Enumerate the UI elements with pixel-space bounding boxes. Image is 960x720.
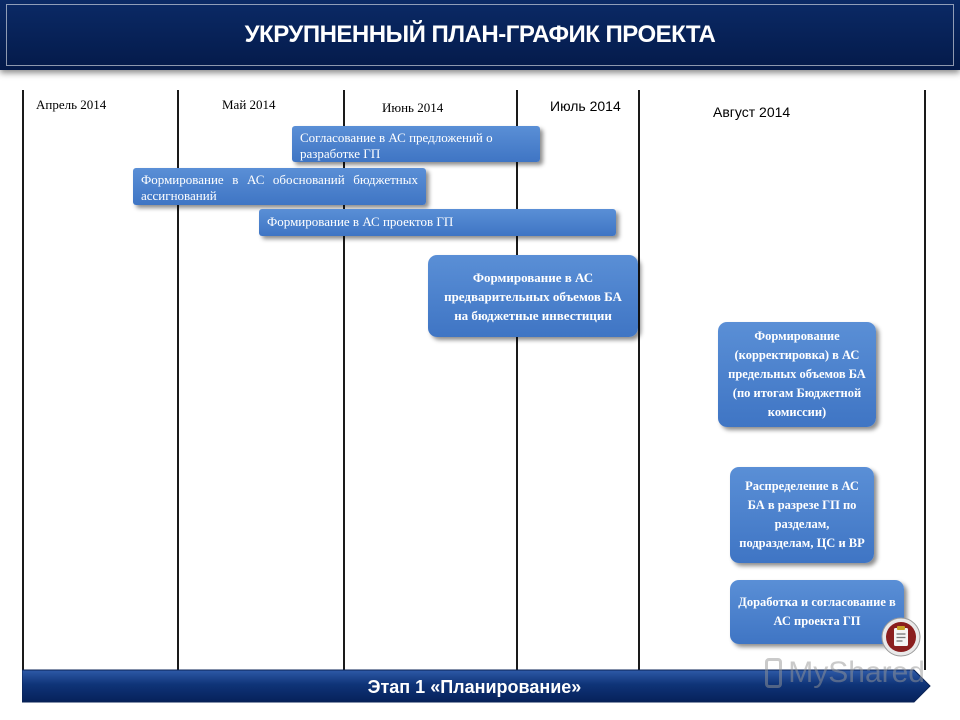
task-label: Распределение в АС БА в разрезе ГП по разделам, подразделам, ЦС и ВР [739, 479, 865, 550]
task-box-finalization [730, 580, 904, 644]
month-label-may: Май 2014 [222, 97, 276, 112]
title-bar [0, 0, 960, 70]
task-bar-budget-justifications [133, 168, 426, 205]
presentation-icon [765, 658, 782, 688]
timeline-divider-july-start [516, 90, 518, 670]
task-label: Формирование (корректировка) в АС предельных объемов БА (по итогам Бюджетной комиссии) [728, 329, 866, 419]
page-title: УКРУПНЕННЫЙ ПЛАН-ГРАФИК ПРОЕКТА [244, 21, 716, 48]
month-label-july: Июль 2014 [550, 98, 621, 114]
timeline-divider-april-start [22, 90, 24, 670]
task-box-limit-volumes [718, 322, 876, 427]
task-box-distribution [730, 467, 874, 563]
title-frame [6, 4, 954, 66]
task-box-preliminary-volumes [428, 255, 638, 337]
task-label: Формирование в АС обоснований бюджетных ассигнований [141, 172, 418, 203]
task-label: Формирование в АС проектов ГП [267, 214, 454, 229]
month-label-june: Июнь 2014 [382, 100, 444, 115]
task-bar-gp-drafts [259, 209, 616, 236]
stage-label: Этап 1 «Планирование» [367, 676, 582, 697]
task-label: Согласование в АС предложений о разработке ГП [300, 130, 493, 161]
clipboard-icon [881, 617, 921, 657]
month-label-august: Август 2014 [713, 104, 791, 120]
month-label-april: Апрель 2014 [36, 97, 107, 112]
watermark-text: MyShared [788, 656, 925, 689]
task-label: Формирование в АС предварительных объемов БА на бюджетные инвестиции [444, 269, 622, 323]
task-bar-approve-proposals [292, 126, 540, 162]
task-label: Доработка и согласование в АС проекта ГП [738, 595, 896, 628]
timeline-divider-august-start [638, 90, 640, 670]
timeline-divider-end [924, 90, 926, 670]
